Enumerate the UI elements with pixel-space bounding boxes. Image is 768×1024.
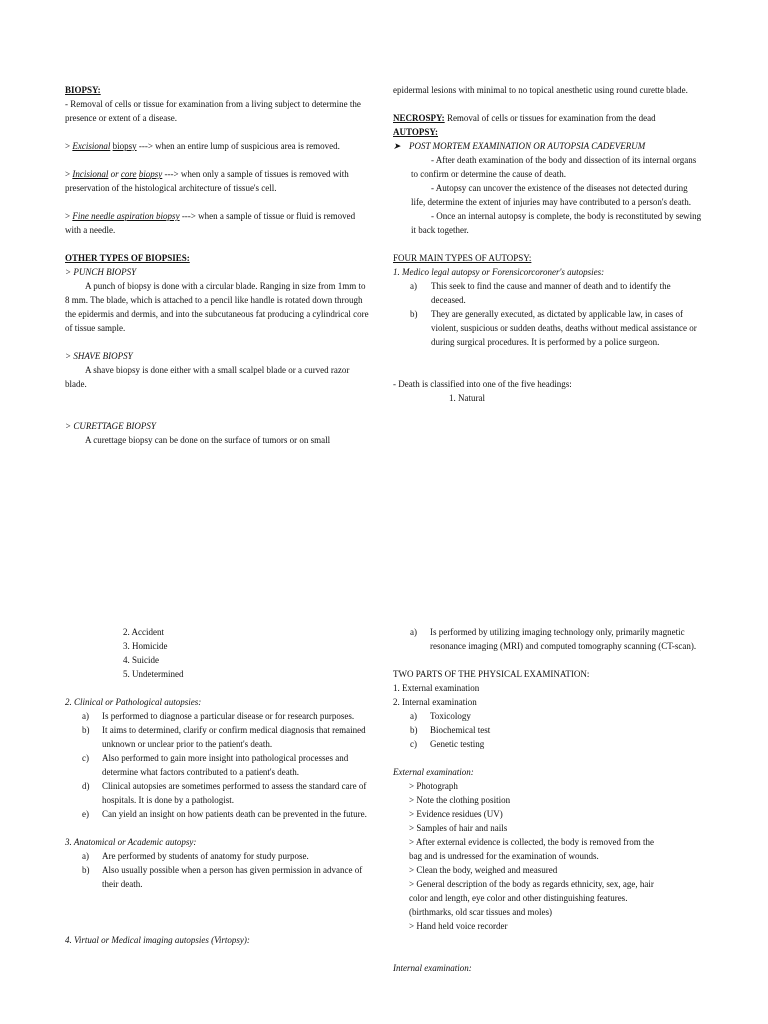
anatomical-title: 3. Anatomical or Academic autopsy: — [65, 837, 197, 847]
curettage-biopsy-title: > CURETTAGE BIOPSY — [65, 421, 156, 431]
incisional-biopsy: > Incisional or core biopsy ---> when only a sample of tissues is removed with preservation of the histological architecture of tissue's cell. — [65, 169, 349, 193]
shave-biopsy-title: > SHAVE BIOPSY — [65, 351, 133, 361]
bottom-left-column — [65, 625, 375, 947]
clinical-item: b) It aims to determined, clarify or confirm medical diagnosis that remained unknown or unclear prior to the patient's death. — [82, 725, 366, 749]
external-item: > Photograph — [409, 781, 458, 791]
virtual-item-a: a) Is performed by utilizing imaging technology only, primarily magnetic resonance imaging (MRI) and computed tomography scanning (CT-scan). — [410, 627, 697, 651]
post-mortem-p3: - Once an internal autopsy is complete, the body is reconstituted by sewing it back together. — [411, 211, 702, 235]
external-item: > Evidence residues (UV) — [409, 809, 503, 819]
biopsy-definition: - Removal of cells or tissue for examination from a living subject to determine the presence or extent of a disease. — [65, 99, 361, 123]
external-item: > Hand held voice recorder — [409, 921, 508, 931]
other-types-title: OTHER TYPES OF BIOPSIES: — [65, 253, 190, 263]
punch-biopsy-text: A punch of biopsy is done with a circular blade. Ranging in size from 1mm to 8 mm. The blade, which is attached to a pencil like handle is rotated down through the epidermis and dermis, and into the subcutaneous fat producing a cylindrical core of tissue sample. — [65, 281, 369, 333]
medico-legal-title: 1. Medico legal autopsy or Forensicorcoroner's autopsies: — [393, 267, 605, 277]
clinical-item: d) Clinical autopsies are sometimes performed to assess the standard care of hospitals. It is done by a pathologist. — [82, 781, 367, 805]
external-exam-title: External examination: — [393, 767, 474, 777]
clinical-item: a) Is performed to diagnose a particular disease or for research purposes. — [82, 711, 355, 721]
post-mortem-p2: - Autopsy can uncover the existence of the diseases not detected during life, determine the extent of injuries may have contributed to a person's death. — [411, 183, 692, 207]
clinical-title: 2. Clinical or Pathological autopsies: — [65, 697, 202, 707]
anatomical-item: b) Also usually possible when a person has given permission in advance of their death. — [82, 865, 363, 889]
heading-natural: 1. Natural — [449, 393, 485, 403]
top-left-column — [65, 83, 370, 447]
two-parts-title: TWO PARTS OF THE PHYSICAL EXAMINATION: — [393, 669, 590, 679]
top-right-column — [393, 83, 703, 405]
anatomical-item: a) Are performed by students of anatomy for study purpose. — [82, 851, 309, 861]
post-mortem-p1: - After death examination of the body and dissection of its internal organs to confirm or determine the cause of death. — [411, 155, 697, 179]
internal-exam-title: Internal examination: — [393, 963, 472, 973]
internal-item: b) Biochemical test — [410, 725, 491, 735]
external-item: > Samples of hair and nails — [409, 823, 508, 833]
curettage-biopsy-text: A curettage biopsy can be done on the surface of tumors or on small — [85, 435, 331, 445]
external-item: > Note the clothing position — [409, 795, 511, 805]
two-parts-internal: 2. Internal examination — [393, 697, 477, 707]
internal-item: c) Genetic testing — [410, 739, 485, 749]
heading-accident: 2. Accident — [123, 627, 164, 637]
external-item: > Clean the body, weighed and measured — [409, 865, 558, 875]
necropsy-definition: NECROSPY: Removal of cells or tissues for examination from the dead — [393, 113, 656, 123]
medico-item-b: b) They are generally executed, as dictated by applicable law, in cases of violent, suspicious or sudden deaths, deaths without medical assistance or during surgical procedures. It is performed by a police surgeon. — [410, 309, 697, 347]
bottom-right-column — [393, 625, 703, 975]
clinical-item: e) Can yield an insight on how patients death can be prevented in the future. — [82, 809, 367, 819]
virtual-title: 4. Virtual or Medical imaging autopsies (Virtopsy): — [65, 935, 250, 945]
medico-item-a: a) This seek to find the cause and manner of death and to identify the deceased. — [410, 281, 671, 305]
heading-homicide: 3. Homicide — [123, 641, 168, 651]
clinical-item: c) Also performed to gain more insight into pathological processes and determine what factors contributed to a patient's death. — [82, 753, 349, 777]
excisional-biopsy: > Excisional biopsy ---> when an entire lump of suspicious area is removed. — [65, 141, 340, 151]
death-classified: - Death is classified into one of the five headings: — [393, 379, 572, 389]
two-parts-external: 1. External examination — [393, 683, 480, 693]
external-item: > General description of the body as regards ethnicity, sex, age, hair color and length, eye color and other distinguishing features. (birthmarks, old scar tissues and moles) — [409, 879, 654, 917]
four-types-title: FOUR MAIN TYPES OF AUTOPSY: — [393, 253, 532, 263]
curettage-continued: epidermal lesions with minimal to no topical anesthetic using round curette blade. — [393, 85, 688, 95]
heading-suicide: 4. Suicide — [123, 655, 159, 665]
biopsy-title: BIOPSY: — [65, 85, 101, 95]
shave-biopsy-text: A shave biopsy is done either with a small scalpel blade or a curved razor blade. — [65, 365, 350, 389]
punch-biopsy-title: > PUNCH BIOPSY — [65, 267, 137, 277]
autopsy-title: AUTOPSY: — [393, 127, 439, 137]
post-mortem-title: ➤ POST MORTEM EXAMINATION OR AUTOPSIA CADEVERUM — [393, 141, 646, 151]
fna-biopsy: > Fine needle aspiration biopsy ---> when a sample of tissue or fluid is removed with a needle. — [65, 211, 356, 235]
heading-undetermined: 5. Undetermined — [123, 669, 184, 679]
internal-item: a) Toxicology — [410, 711, 471, 721]
external-item: > After external evidence is collected, the body is removed from the bag and is undressed for the examination of wounds. — [409, 837, 654, 861]
